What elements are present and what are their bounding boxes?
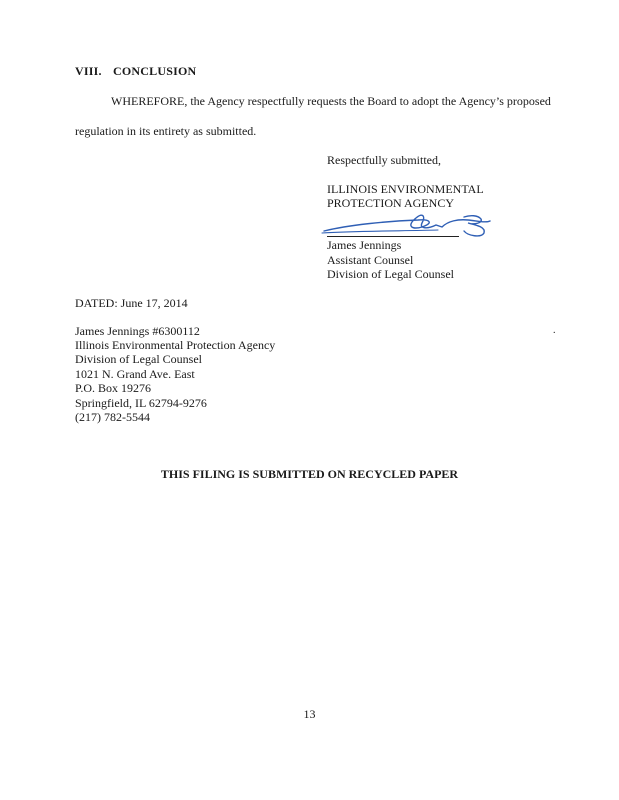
address-line: P.O. Box 19276 <box>75 381 152 395</box>
signature-closing: Respectfully submitted, <box>327 153 441 167</box>
stray-mark: . <box>553 325 556 336</box>
page-number: 13 <box>303 707 316 721</box>
section-heading <box>75 64 196 79</box>
body-paragraph-line-1: WHEREFORE, the Agency respectfully requests the Board to adopt the Agency’s proposed <box>111 94 551 108</box>
signer-name: James Jennings <box>327 238 402 252</box>
signer-title: Assistant Counsel <box>327 253 414 267</box>
address-line: 1021 N. Grand Ave. East <box>75 367 195 381</box>
section-number: VIII. <box>75 64 102 78</box>
body-paragraph-line-2: regulation in its entirety as submitted. <box>75 124 257 138</box>
dated-line: DATED: June 17, 2014 <box>75 296 188 310</box>
signer-division: Division of Legal Counsel <box>327 267 454 281</box>
recycled-paper-notice: THIS FILING IS SUBMITTED ON RECYCLED PAPER <box>160 467 459 481</box>
signature-line <box>327 236 459 237</box>
section-title: CONCLUSION <box>113 64 197 78</box>
signature-icon <box>318 211 503 239</box>
address-line: Illinois Environmental Protection Agency <box>75 338 276 352</box>
signature-org-line-2: PROTECTION AGENCY <box>327 196 455 210</box>
signature-org-line-1: ILLINOIS ENVIRONMENTAL <box>327 182 484 196</box>
address-line: James Jennings #6300112 <box>75 324 200 338</box>
address-line: Springfield, IL 62794-9276 <box>75 396 207 410</box>
address-line: Division of Legal Counsel <box>75 352 202 366</box>
address-line: (217) 782-5544 <box>75 410 150 424</box>
